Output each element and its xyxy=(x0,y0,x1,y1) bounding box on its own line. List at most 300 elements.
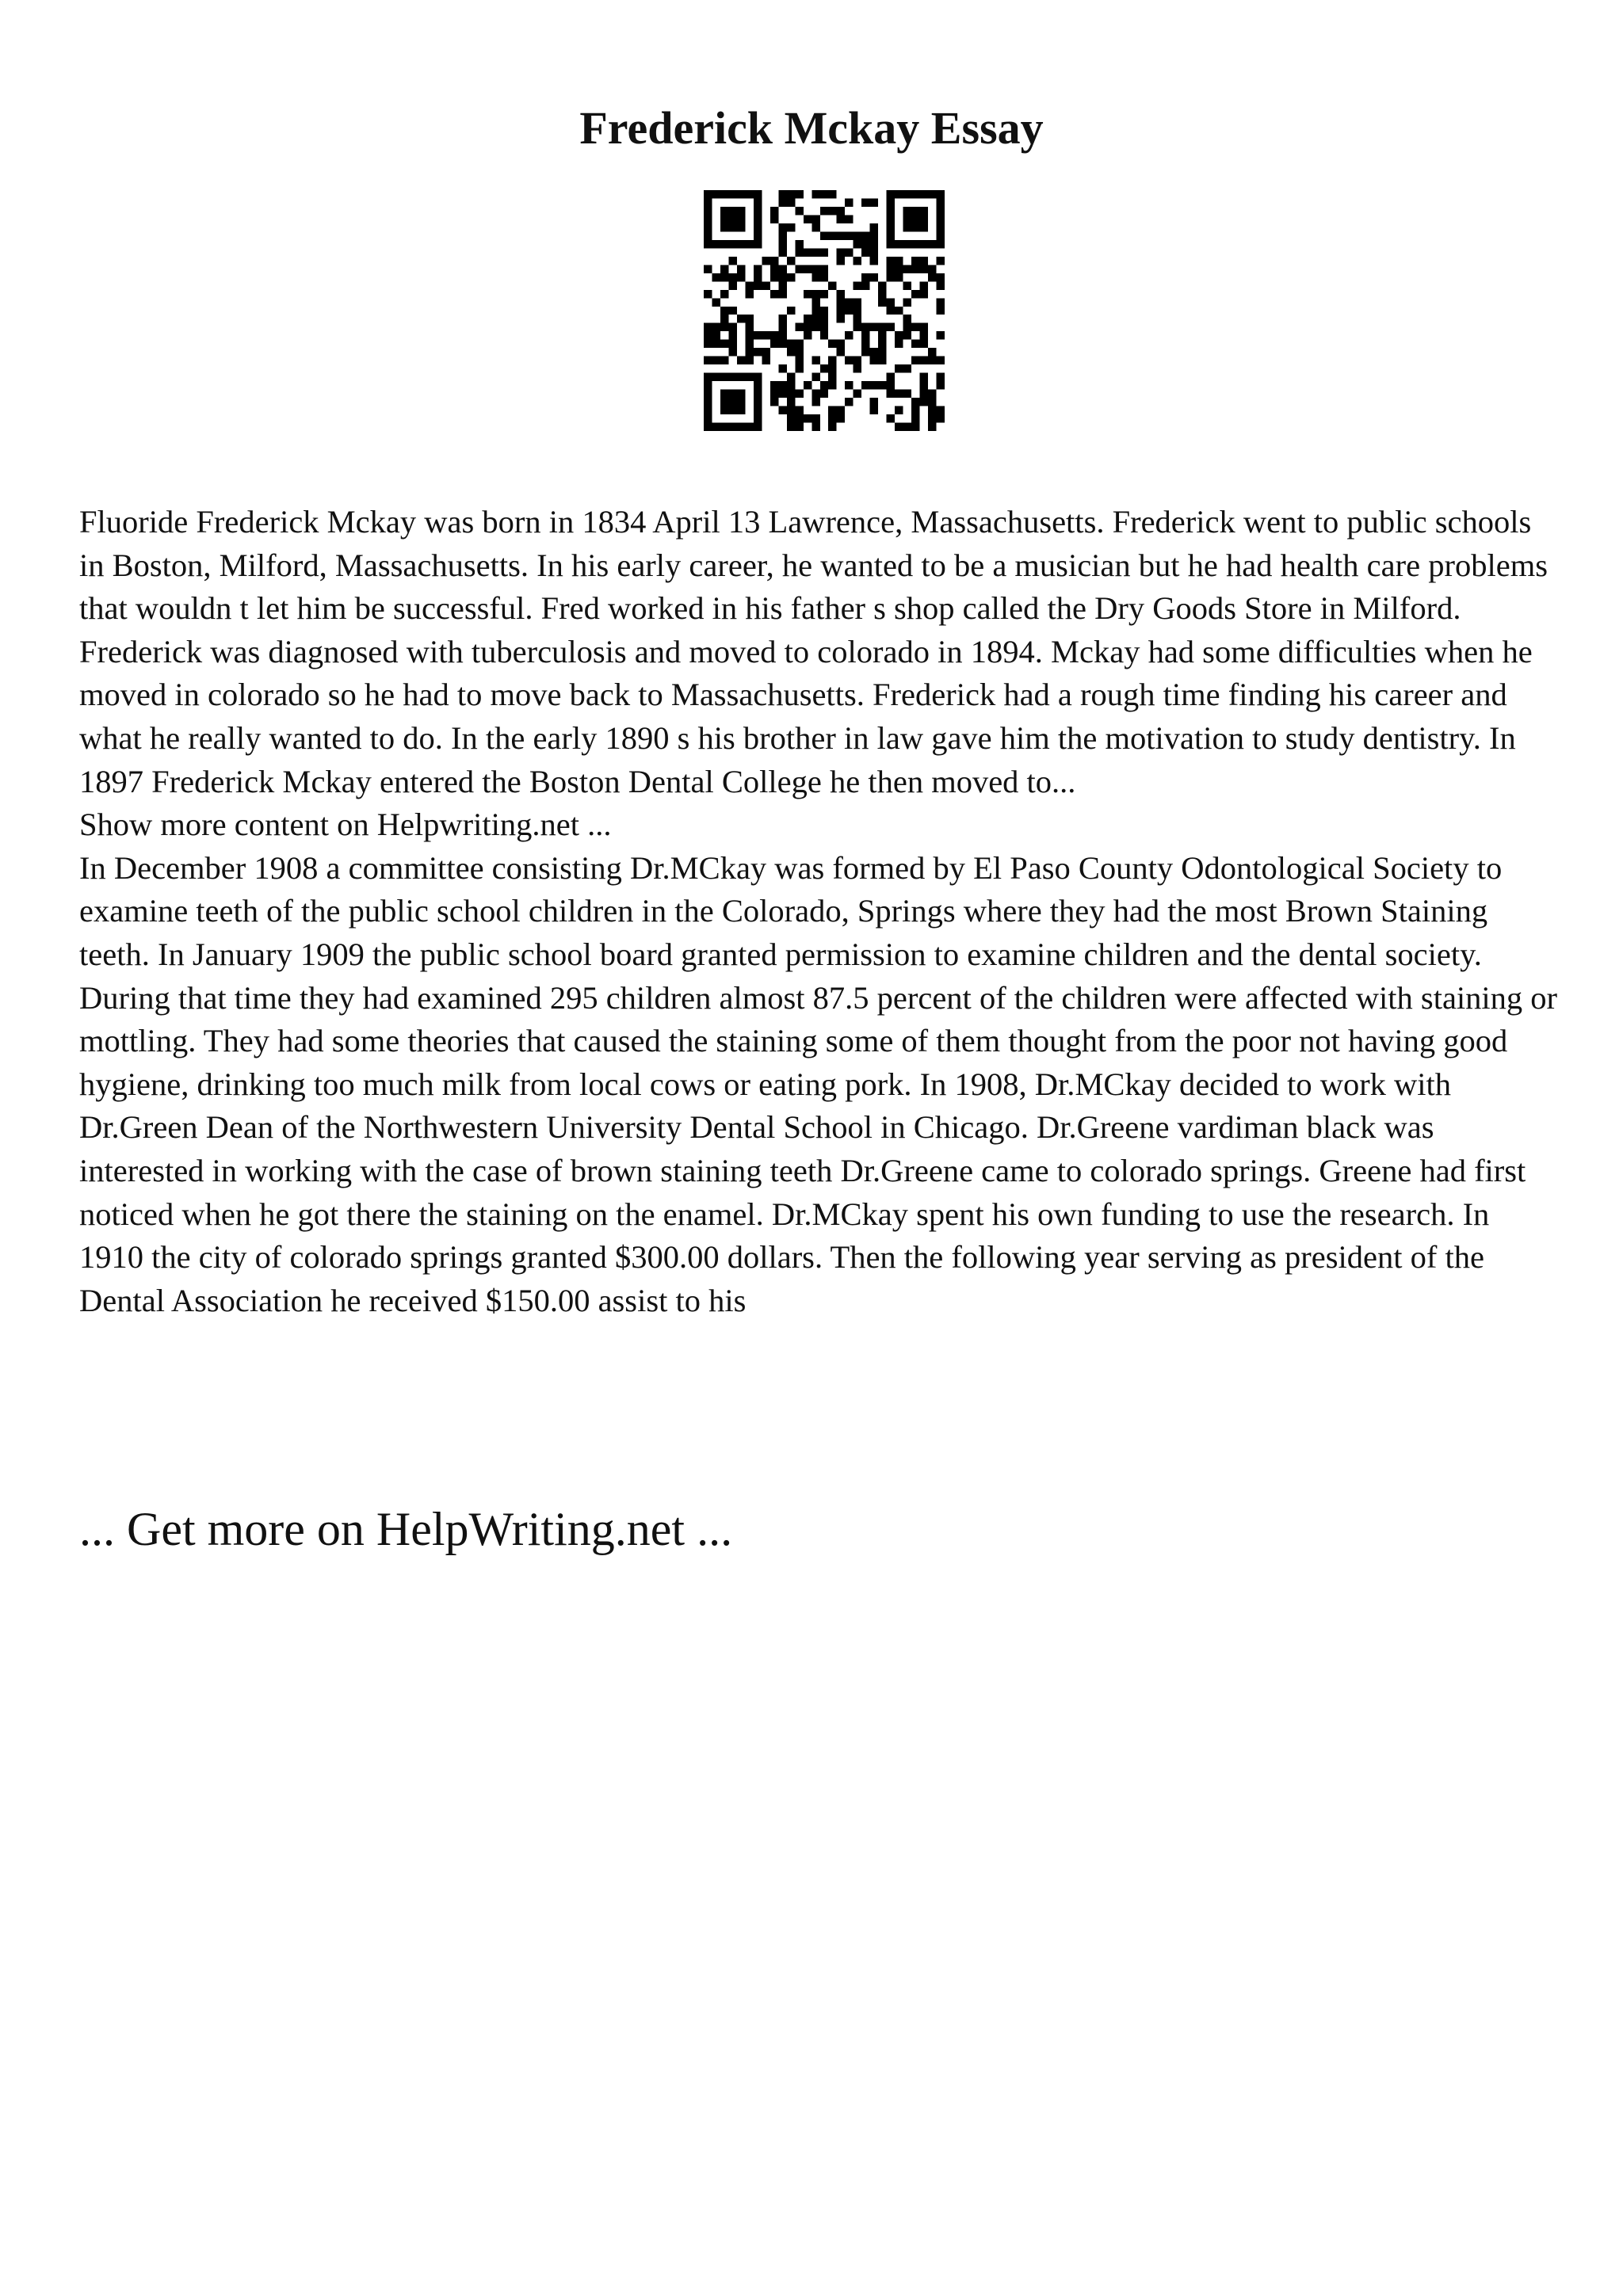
qr-module xyxy=(728,348,736,356)
qr-module xyxy=(845,215,853,223)
qr-module xyxy=(754,198,762,206)
qr-module xyxy=(770,381,778,389)
qr-module xyxy=(787,381,795,389)
qr-module xyxy=(828,340,836,348)
page-title: Frederick Mckay Essay xyxy=(579,102,1044,154)
qr-module xyxy=(837,298,845,306)
qr-module xyxy=(895,273,903,281)
qr-module xyxy=(787,423,795,431)
qr-module xyxy=(754,265,762,273)
qr-module xyxy=(754,373,762,381)
qr-module xyxy=(820,273,828,281)
qr-module xyxy=(778,231,786,239)
qr-module xyxy=(704,323,712,331)
qr-module xyxy=(787,398,795,406)
qr-module xyxy=(770,340,778,348)
qr-module xyxy=(878,298,886,306)
qr-module xyxy=(861,331,869,339)
qr-module xyxy=(820,390,828,398)
qr-module xyxy=(778,281,786,289)
qr-module xyxy=(745,357,753,364)
qr-module xyxy=(928,190,936,198)
qr-module xyxy=(854,307,861,315)
qr-module xyxy=(762,348,769,356)
qr-module xyxy=(754,273,762,281)
qr-module xyxy=(812,215,819,223)
qr-module xyxy=(937,373,945,381)
qr-module xyxy=(820,364,828,372)
qr-module xyxy=(737,265,745,273)
qr-module xyxy=(787,223,795,231)
qr-module xyxy=(704,331,712,339)
qr-module xyxy=(870,257,878,265)
qr-module xyxy=(895,331,903,339)
qr-module xyxy=(720,207,728,215)
qr-module xyxy=(937,198,945,206)
qr-module xyxy=(937,298,945,306)
qr-module xyxy=(928,423,936,431)
qr-module xyxy=(770,273,778,281)
qr-module xyxy=(787,406,795,414)
qr-module xyxy=(828,357,836,364)
qr-module xyxy=(812,290,819,298)
qr-module xyxy=(828,414,836,422)
qr-module xyxy=(854,357,861,364)
qr-module xyxy=(920,323,928,331)
qr-module xyxy=(920,223,928,231)
qr-module xyxy=(937,414,945,422)
qr-module xyxy=(887,298,895,306)
qr-module xyxy=(745,240,753,248)
qr-module xyxy=(903,423,911,431)
qr-module xyxy=(845,331,853,339)
qr-module xyxy=(920,207,928,215)
qr-module xyxy=(728,207,736,215)
qr-module xyxy=(795,348,803,356)
qr-module xyxy=(920,257,928,265)
qr-module xyxy=(895,406,903,414)
qr-module xyxy=(820,190,828,198)
qr-module xyxy=(737,190,745,198)
qr-module xyxy=(895,257,903,265)
qr-module xyxy=(778,331,786,339)
qr-module xyxy=(787,414,795,422)
qr-module xyxy=(762,281,769,289)
qr-module xyxy=(903,323,911,331)
qr-module xyxy=(870,323,878,331)
qr-module xyxy=(812,423,819,431)
qr-module xyxy=(878,290,886,298)
qr-module xyxy=(737,357,745,364)
qr-module xyxy=(895,265,903,273)
qr-module xyxy=(812,273,819,281)
qr-module xyxy=(778,315,786,322)
qr-module xyxy=(937,257,945,265)
qr-module xyxy=(754,398,762,406)
qr-module xyxy=(828,207,836,215)
qr-module xyxy=(754,223,762,231)
qr-module xyxy=(795,323,803,331)
qr-module xyxy=(861,348,869,356)
qr-module xyxy=(804,414,812,422)
qr-module xyxy=(720,423,728,431)
qr-module xyxy=(854,281,861,289)
qr-module xyxy=(795,406,803,414)
qr-module xyxy=(887,373,895,381)
qr-module xyxy=(778,381,786,389)
qr-module xyxy=(845,248,853,256)
qr-module xyxy=(728,257,736,265)
qr-module xyxy=(937,215,945,223)
qr-module xyxy=(861,381,869,389)
qr-code-icon[interactable] xyxy=(704,190,945,431)
qr-module xyxy=(720,240,728,248)
qr-module xyxy=(854,323,861,331)
qr-module xyxy=(837,207,845,215)
qr-module xyxy=(728,373,736,381)
qr-module xyxy=(861,323,869,331)
qr-module xyxy=(795,265,803,273)
qr-module xyxy=(928,414,936,422)
qr-module xyxy=(878,357,886,364)
qr-module xyxy=(870,381,878,389)
qr-module xyxy=(928,357,936,364)
qr-module xyxy=(762,331,769,339)
qr-module xyxy=(845,307,853,315)
qr-module xyxy=(712,423,720,431)
qr-module xyxy=(737,215,745,223)
qr-module xyxy=(778,290,786,298)
qr-module xyxy=(704,340,712,348)
qr-module xyxy=(754,231,762,239)
qr-module xyxy=(795,357,803,364)
qr-module xyxy=(937,357,945,364)
qr-module xyxy=(804,381,812,389)
qr-module xyxy=(720,406,728,414)
qr-module xyxy=(837,307,845,315)
qr-module xyxy=(920,331,928,339)
qr-module xyxy=(787,340,795,348)
qr-module xyxy=(745,331,753,339)
get-more-link[interactable]: ... Get more on HelpWriting.net ... xyxy=(79,1503,733,1555)
qr-module xyxy=(712,240,720,248)
qr-module xyxy=(762,357,769,364)
qr-module xyxy=(845,198,853,206)
qr-module xyxy=(854,298,861,306)
qr-module xyxy=(861,281,869,289)
qr-module xyxy=(820,231,828,239)
qr-module xyxy=(845,298,853,306)
qr-module xyxy=(787,273,795,281)
qr-module xyxy=(745,348,753,356)
qr-module xyxy=(911,357,919,364)
qr-module xyxy=(812,307,819,315)
qr-module xyxy=(895,364,903,372)
qr-module xyxy=(920,190,928,198)
qr-module xyxy=(861,240,869,248)
qr-module xyxy=(795,190,803,198)
qr-module xyxy=(837,340,845,348)
qr-module xyxy=(854,315,861,322)
qr-module xyxy=(861,231,869,239)
qr-module xyxy=(778,390,786,398)
qr-module xyxy=(887,215,895,223)
qr-module xyxy=(754,414,762,422)
qr-module xyxy=(737,406,745,414)
qr-module xyxy=(737,207,745,215)
qr-module xyxy=(854,364,861,372)
qr-module xyxy=(720,265,728,273)
qr-module xyxy=(887,231,895,239)
qr-module xyxy=(754,381,762,389)
qr-module xyxy=(911,240,919,248)
qr-module xyxy=(837,315,845,322)
qr-module xyxy=(878,323,886,331)
qr-module xyxy=(911,265,919,273)
qr-module xyxy=(712,298,720,306)
qr-module xyxy=(812,390,819,398)
qr-code-graphic xyxy=(704,190,945,431)
qr-module xyxy=(937,240,945,248)
qr-module xyxy=(812,298,819,306)
qr-module xyxy=(928,398,936,406)
qr-module xyxy=(720,190,728,198)
qr-module xyxy=(903,315,911,322)
essay-body xyxy=(79,501,1561,1322)
qr-module xyxy=(911,223,919,231)
qr-module xyxy=(870,198,878,206)
qr-module xyxy=(728,223,736,231)
qr-module xyxy=(812,398,819,406)
qr-module xyxy=(828,381,836,389)
qr-module xyxy=(837,290,845,298)
qr-module xyxy=(887,414,895,422)
qr-module xyxy=(928,240,936,248)
qr-module xyxy=(895,423,903,431)
qr-module xyxy=(845,381,853,389)
qr-module xyxy=(745,290,753,298)
qr-module xyxy=(903,223,911,231)
qr-module xyxy=(854,231,861,239)
qr-module xyxy=(720,273,728,281)
qr-module xyxy=(787,198,795,206)
qr-module xyxy=(804,290,812,298)
qr-module xyxy=(861,340,869,348)
qr-module xyxy=(787,373,795,381)
qr-module xyxy=(737,390,745,398)
qr-module xyxy=(861,273,869,281)
qr-module xyxy=(737,273,745,281)
qr-module xyxy=(720,215,728,223)
qr-module xyxy=(704,207,712,215)
qr-module xyxy=(720,290,728,298)
qr-module xyxy=(920,240,928,248)
qr-module xyxy=(911,340,919,348)
qr-module xyxy=(878,281,886,289)
qr-module xyxy=(854,240,861,248)
qr-module xyxy=(928,406,936,414)
qr-module xyxy=(920,357,928,364)
qr-module xyxy=(920,381,928,389)
qr-module xyxy=(720,315,728,322)
qr-module xyxy=(937,331,945,339)
qr-module xyxy=(820,381,828,389)
qr-module xyxy=(704,265,712,273)
qr-module xyxy=(745,323,753,331)
essay-paragraph-intro: Fluoride Frederick Mckay was born in 1834 April 13 Lawrence, Massachusetts. Frederick went to public schools in Boston, Milford, Massachusetts. In his early career, he wanted to be a musician but he had health care problems that wouldn t let him be successful. Fred worked in his father s shop called the Dry Goods Store in Milford. Frederick was diagnosed with tuberculosis and moved to colorado in 1894. Mckay had some difficulties when he moved in colorado so he had to move back to Massachusetts. Frederick had a rough time finding his career and what he really wanted to do. In the early 1890 s his brother in law gave him the motivation to study dentistry. In 1897 Frederick Mckay entered the Boston Dental College he then moved to... xyxy=(79,504,1548,799)
qr-module xyxy=(778,340,786,348)
qr-module xyxy=(737,423,745,431)
qr-module xyxy=(887,323,895,331)
qr-module xyxy=(770,207,778,215)
qr-module xyxy=(903,281,911,289)
qr-module xyxy=(787,348,795,356)
qr-module xyxy=(754,390,762,398)
show-more-link[interactable]: Show more content on Helpwriting.net ... xyxy=(79,807,612,843)
qr-module xyxy=(903,390,911,398)
qr-module xyxy=(720,398,728,406)
qr-module xyxy=(754,281,762,289)
qr-module xyxy=(804,315,812,322)
qr-module xyxy=(837,215,845,223)
qr-module xyxy=(795,207,803,215)
qr-module xyxy=(812,414,819,422)
qr-module xyxy=(870,398,878,406)
qr-module xyxy=(895,340,903,348)
qr-module xyxy=(870,357,878,364)
qr-module xyxy=(828,364,836,372)
qr-module xyxy=(720,373,728,381)
qr-module xyxy=(728,406,736,414)
qr-module xyxy=(704,390,712,398)
qr-module xyxy=(937,307,945,315)
qr-module xyxy=(920,265,928,273)
qr-module xyxy=(887,265,895,273)
qr-module xyxy=(887,257,895,265)
qr-module xyxy=(704,381,712,389)
qr-module xyxy=(754,406,762,414)
qr-module xyxy=(770,215,778,223)
qr-module xyxy=(828,281,836,289)
qr-module xyxy=(895,190,903,198)
qr-module xyxy=(754,190,762,198)
qr-module xyxy=(712,190,720,198)
qr-module xyxy=(820,207,828,215)
qr-module xyxy=(928,265,936,273)
qr-module xyxy=(728,323,736,331)
qr-module xyxy=(812,357,819,364)
qr-module xyxy=(745,423,753,431)
qr-module xyxy=(828,231,836,239)
qr-module xyxy=(704,190,712,198)
qr-module xyxy=(795,340,803,348)
qr-module xyxy=(887,198,895,206)
qr-module xyxy=(928,390,936,398)
qr-module xyxy=(911,323,919,331)
qr-module xyxy=(712,273,720,281)
qr-module xyxy=(812,223,819,231)
qr-module xyxy=(720,307,728,315)
qr-module xyxy=(870,248,878,256)
qr-module xyxy=(745,315,753,322)
qr-module xyxy=(812,248,819,256)
qr-module xyxy=(903,331,911,339)
qr-module xyxy=(795,423,803,431)
qr-module xyxy=(920,281,928,289)
qr-module xyxy=(754,331,762,339)
qr-module xyxy=(812,315,819,322)
qr-module xyxy=(795,390,803,398)
qr-module xyxy=(795,240,803,248)
qr-module xyxy=(903,298,911,306)
qr-module xyxy=(704,357,712,364)
qr-module xyxy=(745,340,753,348)
qr-module xyxy=(937,223,945,231)
qr-module xyxy=(878,348,886,356)
qr-module xyxy=(920,398,928,406)
qr-module xyxy=(911,398,919,406)
qr-module xyxy=(745,281,753,289)
qr-module xyxy=(812,265,819,273)
qr-module xyxy=(804,248,812,256)
qr-module xyxy=(837,406,845,414)
qr-module xyxy=(712,357,720,364)
qr-module xyxy=(728,240,736,248)
qr-module xyxy=(820,331,828,339)
qr-module xyxy=(737,315,745,322)
qr-module xyxy=(720,357,728,364)
qr-module xyxy=(820,307,828,315)
qr-module xyxy=(903,265,911,273)
qr-module xyxy=(704,223,712,231)
qr-module xyxy=(787,190,795,198)
qr-module xyxy=(737,240,745,248)
qr-module xyxy=(804,265,812,273)
qr-module xyxy=(704,414,712,422)
qr-module xyxy=(837,257,845,265)
qr-module xyxy=(903,364,911,372)
qr-module xyxy=(911,414,919,422)
qr-module xyxy=(795,414,803,422)
qr-module xyxy=(778,364,786,372)
qr-module xyxy=(837,348,845,356)
qr-module xyxy=(712,331,720,339)
qr-module xyxy=(878,340,886,348)
qr-module xyxy=(712,340,720,348)
qr-module xyxy=(787,307,795,315)
qr-module xyxy=(837,414,845,422)
qr-module xyxy=(787,390,795,398)
qr-module xyxy=(745,373,753,381)
qr-module xyxy=(704,373,712,381)
qr-module xyxy=(778,248,786,256)
qr-module xyxy=(737,373,745,381)
qr-module xyxy=(720,323,728,331)
qr-module xyxy=(911,406,919,414)
qr-module xyxy=(870,223,878,231)
qr-module xyxy=(820,290,828,298)
qr-module xyxy=(911,190,919,198)
qr-module xyxy=(937,273,945,281)
qr-module xyxy=(704,290,712,298)
qr-module xyxy=(778,406,786,414)
qr-module xyxy=(820,323,828,331)
qr-module xyxy=(828,406,836,414)
qr-module xyxy=(911,257,919,265)
qr-module xyxy=(778,223,786,231)
qr-module xyxy=(804,323,812,331)
qr-module xyxy=(704,198,712,206)
